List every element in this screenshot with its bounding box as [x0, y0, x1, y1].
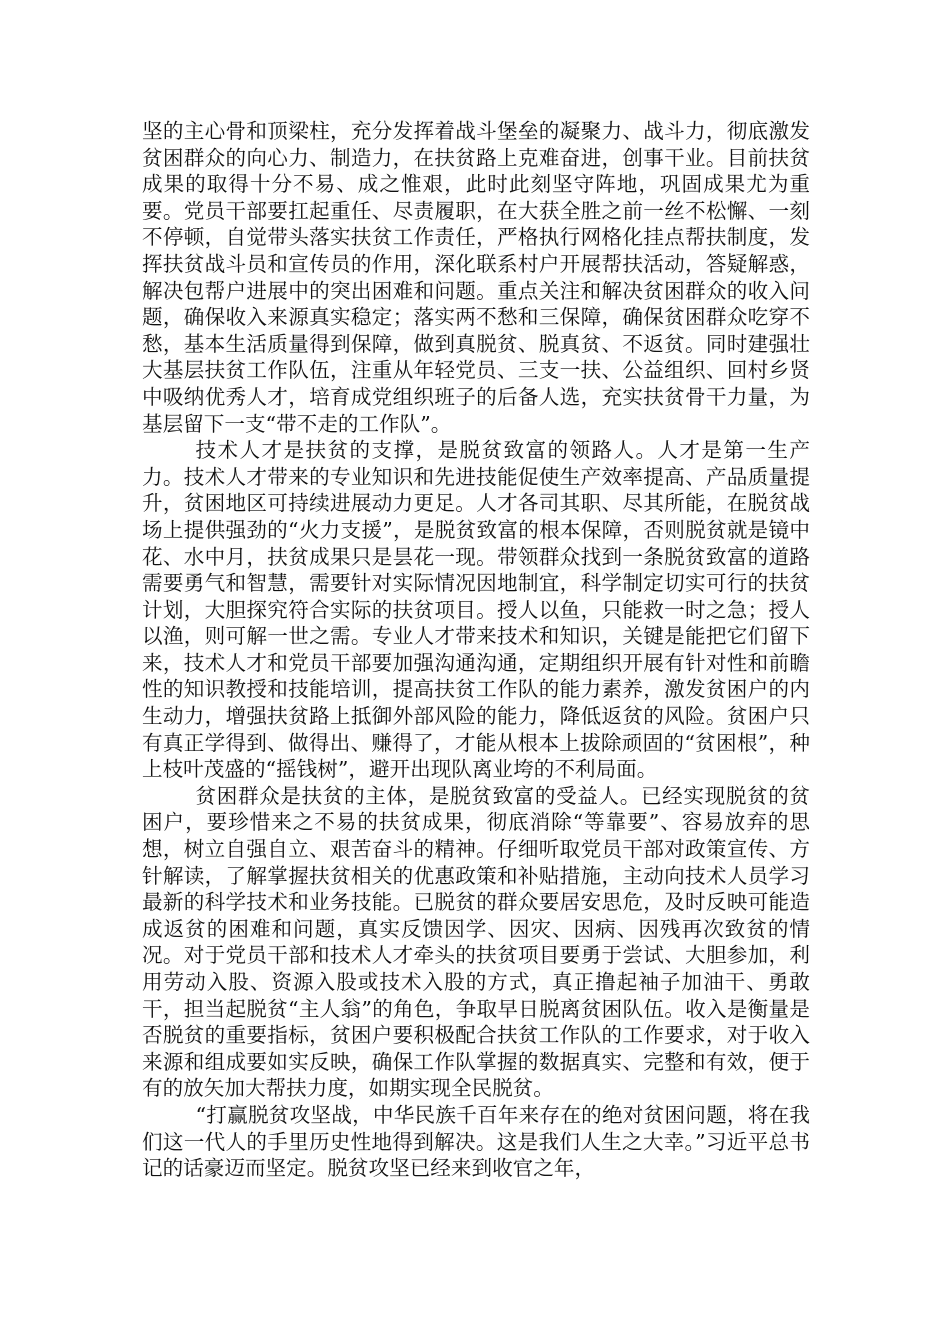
paragraph-quote: “打赢脱贫攻坚战，中华民族千百年来存在的绝对贫困问题，将在我们这一代人的手里历史性地得到解决。这是我们人生之大幸。”习近平总书记的话豪迈而坚定。脱贫攻坚已经来到收官之年， [142, 1102, 810, 1181]
paragraph-technical-talent: 技术人才是扶贫的支撑，是脱贫致富的领路人。人才是第一生产力。技术人才带来的专业知识和先进技能促使生产效率提高、产品质量提升，贫困地区可持续进展动力更足。人才各司其职、尽其所能，在脱贫战场上提供强劲的“火力支援”，是脱贫致富的根本保障，否则脱贫就是镜中花、水中月，扶贫成果只是昙花一现。带领群众找到一条脱贫致富的道路需要勇气和智慧，需要针对实际情况因地制宜，科学制定切实可行的扶贫计划，大胆探究符合实际的扶贫项目。授人以鱼，只能救一时之急；授人以渔，则可解一世之需。专业人才带来技术和知识，关键是能把它们留下来，技术人才和党员干部要加强沟通沟通，定期组织开展有针对性和前瞻性的知识教授和技能培训，提高扶贫工作队的能力素养，激发贫困户的内生动力，增强扶贫路上抵御外部风险的能力，降低返贫的风险。贫困户只有真正学得到、做得出、赚得了，才能从根本上拔除顽固的“贫困根”，种上枝叶茂盛的“摇钱树”，避开出现队离业垮的不利局面。 [142, 438, 810, 782]
document-page [142, 118, 810, 1182]
paragraph-poor-masses: 贫困群众是扶贫的主体，是脱贫致富的受益人。已经实现脱贫的贫困户，要珍惜来之不易的扶贫成果，彻底消除“等靠要”、容易放弃的思想，树立自强自立、艰苦奋斗的精神。仔细听取党员干部对政策宣传、方针解读，了解掌握扶贫相关的优惠政策和补贴措施，主动向技术人员学习最新的科学技术和业务技能。已脱贫的群众要居安思危，及时反映可能造成返贫的困难和问题，真实反馈因学、因灾、因病、因残再次致贫的情况。对于党员干部和技术人才牵头的扶贫项目要勇于尝试、大胆参加，利用劳动入股、资源入股或技术入股的方式，真正撸起袖子加油干、勇敢干，担当起脱贫“主人翁”的角色，争取早日脱离贫困队伍。收入是衡量是否脱贫的重要指标，贫困户要积极配合扶贫工作队的工作要求，对于收入来源和组成要如实反映，确保工作队掌握的数据真实、完整和有效，便于有的放矢加大帮扶力度，如期实现全民脱贫。 [142, 783, 810, 1101]
paragraph-party-cadres: 坚的主心骨和顶梁柱，充分发挥着战斗堡垒的凝聚力、战斗力，彻底激发贫困群众的向心力、制造力，在扶贫路上克难奋进，创事干业。目前扶贫成果的取得十分不易、成之惟艰，此时此刻坚守阵地，巩固成果尤为重要。党员干部要扛起重任、尽责履职，在大获全胜之前一丝不松懈、一刻不停顿，自觉带头落实扶贫工作责任，严格执行网格化挂点帮扶制度，发挥扶贫战斗员和宣传员的作用，深化联系村户开展帮扶活动，答疑解惑，解决包帮户进展中的突出困难和问题。重点关注和解决贫困群众的收入问题，确保收入来源真实稳定；落实两不愁和三保障，确保贫困群众吃穿不愁，基本生活质量得到保障，做到真脱贫、脱真贫、不返贫。同时建强壮大基层扶贫工作队伍，注重从年轻党员、三支一扶、公益组织、回村乡贤中吸纳优秀人才，培育成党组织班子的后备人选，充实扶贫骨干力量，为基层留下一支“带不走的工作队”。 [142, 119, 810, 436]
